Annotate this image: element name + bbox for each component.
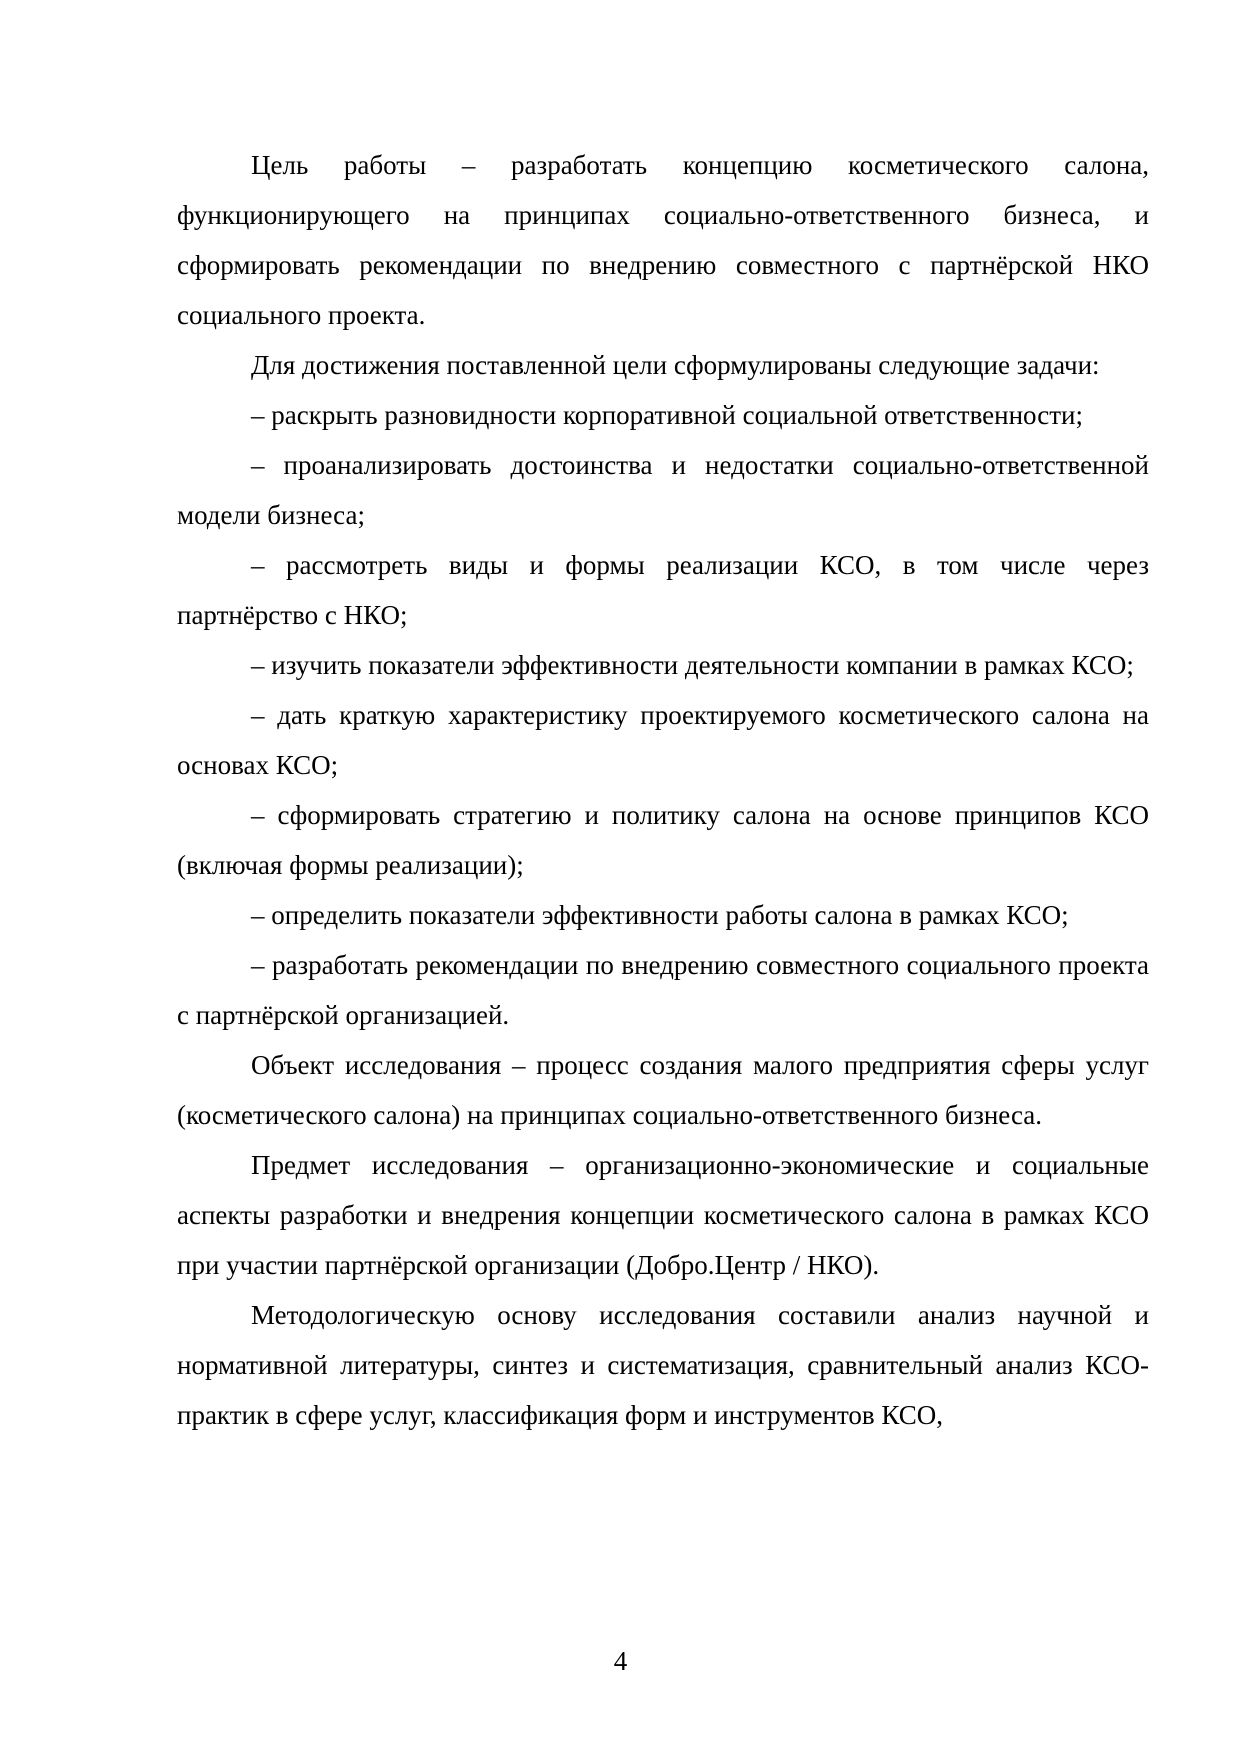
paragraph-tasks-intro: Для достижения поставленной цели сформулированы следующие задачи: bbox=[251, 350, 1100, 380]
task-item: – разработать рекомендации по внедрению совместного социального проекта с партнёрской организацией. bbox=[177, 950, 1149, 1030]
task-item: – раскрыть разновидности корпоративной социальной ответственности; bbox=[251, 400, 1083, 430]
task-item: – сформировать стратегию и политику салона на основе принципов КСО (включая формы реализации); bbox=[177, 800, 1149, 880]
document-body bbox=[177, 140, 1149, 1440]
task-item: – проанализировать достоинства и недостатки социально-ответственной модели бизнеса; bbox=[177, 450, 1149, 530]
task-item: – изучить показатели эффективности деятельности компании в рамках КСО; bbox=[251, 650, 1134, 680]
page-number: 4 bbox=[613, 1646, 628, 1676]
task-item: – рассмотреть виды и формы реализации КСО, в том числе через партнёрство с НКО; bbox=[177, 550, 1149, 630]
task-item: – определить показатели эффективности работы салона в рамках КСО; bbox=[251, 900, 1069, 930]
paragraph-goal: Цель работы – разработать концепцию косметического салона, функционирующего на принципах социально-ответственного бизнеса, и сформировать рекомендации по внедрению совместного с партнёрской НКО социального проекта. bbox=[177, 150, 1149, 330]
paragraph-object: Объект исследования – процесс создания малого предприятия сферы услуг (косметического салона) на принципах социально-ответственного бизнеса. bbox=[177, 1050, 1149, 1130]
paragraph-subject: Предмет исследования – организационно-экономические и социальные аспекты разработки и внедрения концепции косметического салона в рамках КСО при участии партнёрской организации (Добро.Центр / НКО). bbox=[177, 1150, 1149, 1280]
task-item: – дать краткую характеристику проектируемого косметического салона на основах КСО; bbox=[177, 700, 1149, 780]
paragraph-methodology: Методологическую основу исследования составили анализ научной и нормативной литературы, синтез и систематизация, сравнительный анализ КСО-практик в сфере услуг, классификация форм и инструментов КСО, bbox=[177, 1300, 1149, 1430]
